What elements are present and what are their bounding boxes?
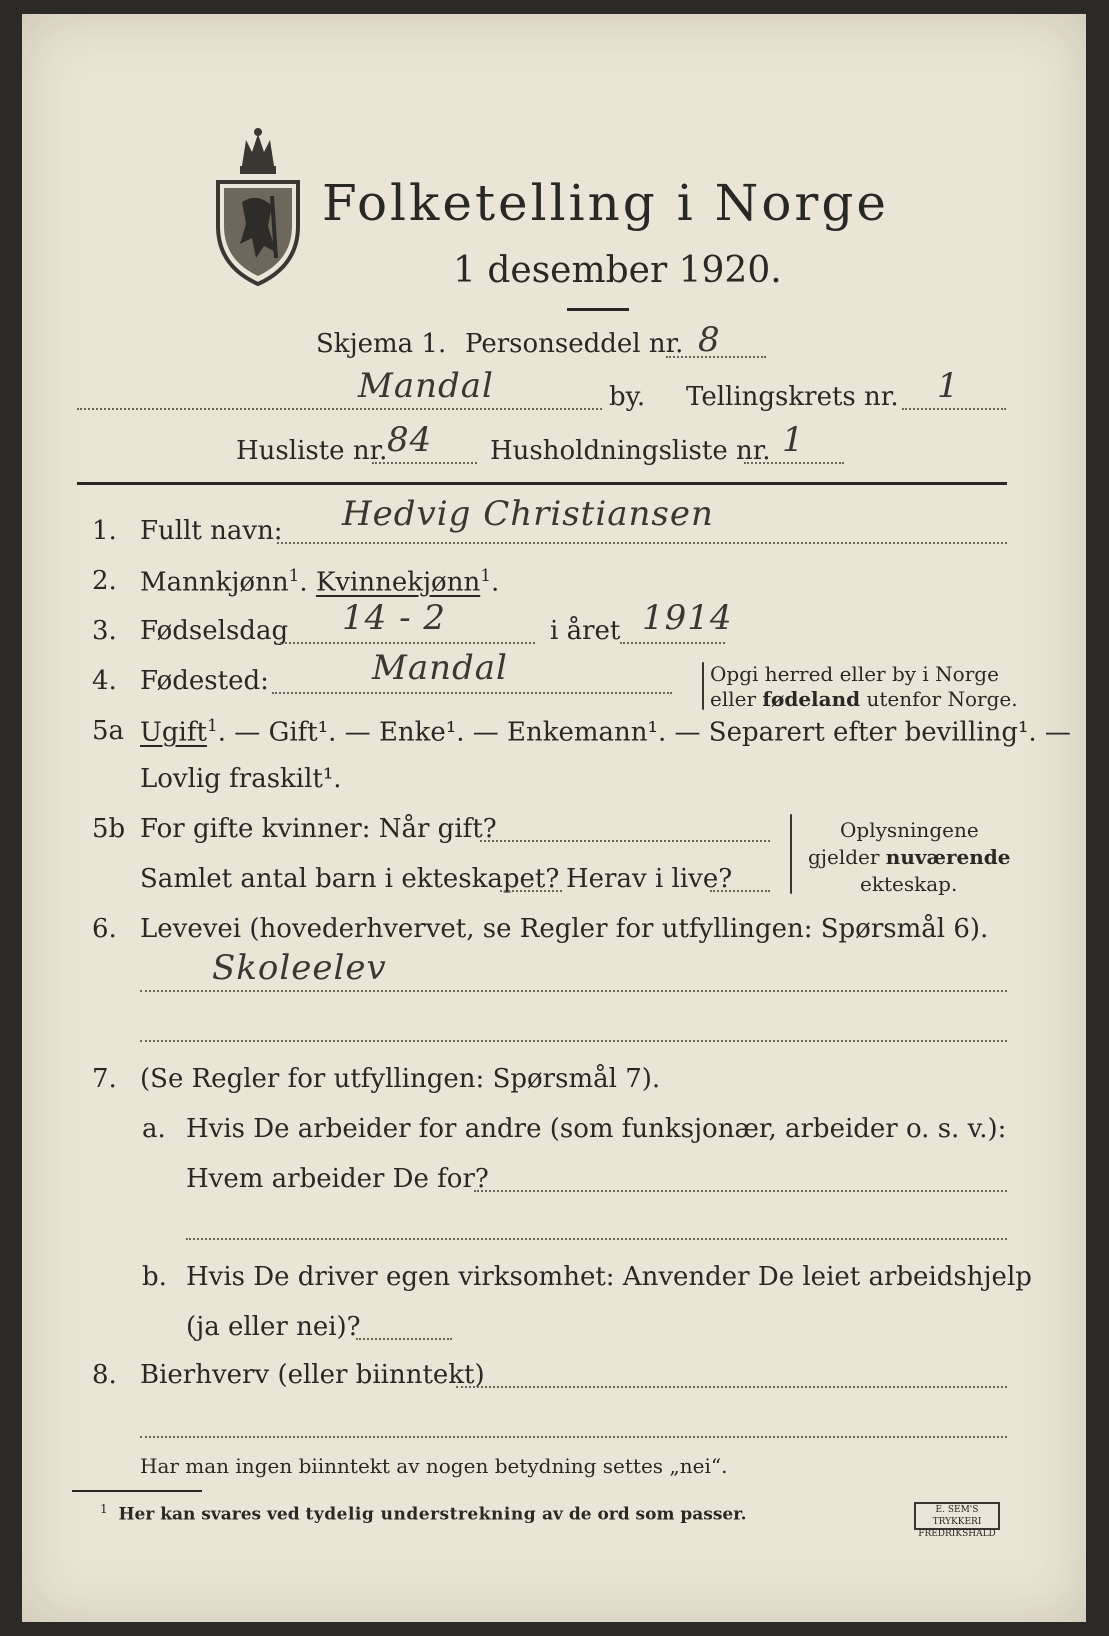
q5b-number: 5b bbox=[92, 814, 126, 844]
q7b-text: Hvis De driver egen virksomhet: Anvender De leiet arbeidshjelp bbox=[186, 1262, 1032, 1292]
year-label: i året bbox=[550, 616, 621, 646]
biinntekt-note: Har man ingen biinntekt av nogen betydning settes „nei“. bbox=[140, 1454, 728, 1478]
q7-label: (Se Regler for utfyllingen: Spørsmål 7). bbox=[140, 1064, 661, 1094]
q5a-options: Ugift$^1$. — Gift¹. — Enke¹. — Enkemann¹. — Separert efter bevilling¹. — bbox=[140, 716, 1071, 748]
footnote: $^1$ Her kan svares ved tydelig understrekning av de ord som passer. bbox=[100, 1502, 747, 1525]
q5b-note-line1: Oplysningene bbox=[840, 818, 979, 842]
q7-number: 7. bbox=[92, 1064, 117, 1094]
q6-number: 6. bbox=[92, 914, 117, 944]
q8-number: 8. bbox=[92, 1360, 117, 1390]
place-value[interactable]: Mandal bbox=[358, 366, 494, 406]
form-title: Folketelling i Norge bbox=[322, 174, 889, 232]
q4-label: Fødested: bbox=[140, 666, 269, 696]
census-date: 1 desember 1920. bbox=[453, 250, 782, 291]
q5a-option-fraskilt[interactable]: Lovlig fraskilt¹. bbox=[140, 764, 342, 794]
schema-label: Skjema 1. bbox=[316, 329, 447, 359]
birth-year-value[interactable]: 1914 bbox=[642, 598, 733, 638]
q7a-letter: a. bbox=[142, 1114, 166, 1144]
q3-label: Fødselsdag bbox=[140, 616, 289, 646]
q3-number: 3. bbox=[92, 616, 117, 646]
personseddel-value[interactable]: 8 bbox=[698, 320, 721, 360]
personseddel-label: Personseddel nr. bbox=[465, 329, 684, 359]
census-form bbox=[22, 14, 1086, 1622]
q4-number: 4. bbox=[92, 666, 117, 696]
birth-date-value[interactable]: 14 - 2 bbox=[342, 598, 446, 638]
q4-note-line1: Opgi herred eller by i Norge bbox=[710, 662, 999, 686]
husliste-label: Husliste nr. bbox=[236, 436, 388, 466]
q7a-question: Hvem arbeider De for? bbox=[186, 1164, 489, 1194]
q1-label: Fullt navn: bbox=[140, 516, 283, 546]
q7b-question: (ja eller nei)? bbox=[186, 1312, 361, 1342]
occupation-value[interactable]: Skoleelev bbox=[212, 948, 387, 988]
q5a-number: 5a bbox=[92, 716, 125, 746]
full-name-value[interactable]: Hedvig Christiansen bbox=[342, 494, 714, 534]
option-male[interactable]: Mannkjønn bbox=[140, 567, 289, 598]
husliste-value[interactable]: 84 bbox=[387, 420, 433, 460]
tellingskrets-label: Tellingskrets nr. bbox=[686, 382, 899, 412]
q5b-line1: For gifte kvinner: Når gift? bbox=[140, 814, 497, 844]
q2-number: 2. bbox=[92, 566, 117, 596]
q7b-answer-line[interactable] bbox=[356, 1338, 452, 1340]
q7b-letter: b. bbox=[142, 1262, 167, 1292]
q4-note-line2: eller fødeland utenfor Norge. bbox=[710, 687, 1018, 711]
q2-options: Mannkjønn$^1$. Kvinnekjønn$^1$. bbox=[140, 566, 500, 598]
option-female-selected[interactable]: Kvinnekjønn bbox=[315, 567, 481, 598]
by-label: by. bbox=[609, 382, 646, 412]
q5b-note-line2: gjelder nuværende bbox=[808, 845, 1011, 869]
husholdning-value[interactable]: 1 bbox=[782, 420, 805, 460]
tellingskrets-value[interactable]: 1 bbox=[937, 366, 960, 406]
header-divider bbox=[77, 482, 1007, 485]
option-ugift-selected[interactable]: Ugift bbox=[140, 717, 207, 748]
q5b-note-line3: ekteskap. bbox=[860, 872, 958, 896]
q7a-text: Hvis De arbeider for andre (som funksjonær, arbeider o. s. v.): bbox=[186, 1114, 1007, 1144]
q5b-children-label: Samlet antal barn i ekteskapet? bbox=[140, 864, 560, 894]
norwegian-coat-of-arms-icon bbox=[212, 126, 304, 286]
footnote-divider bbox=[72, 1490, 202, 1492]
q8-answer-line[interactable] bbox=[456, 1386, 1007, 1388]
q6-label: Levevei (hovederhvervet, se Regler for utfyllingen: Spørsmål 6). bbox=[140, 914, 989, 944]
q5b-alive-label: Herav i live? bbox=[566, 864, 733, 894]
q1-number: 1. bbox=[92, 516, 117, 546]
q7a-answer-line[interactable] bbox=[474, 1190, 1007, 1192]
printer-stamp: E. SEM'S TRYKKERI FREDRIKSHALD bbox=[914, 1502, 1000, 1530]
title-divider bbox=[567, 308, 629, 311]
husholdning-label: Husholdningsliste nr. bbox=[490, 436, 771, 466]
birthplace-value[interactable]: Mandal bbox=[372, 648, 508, 688]
q8-label: Bierhverv (eller biinntekt) bbox=[140, 1360, 485, 1390]
